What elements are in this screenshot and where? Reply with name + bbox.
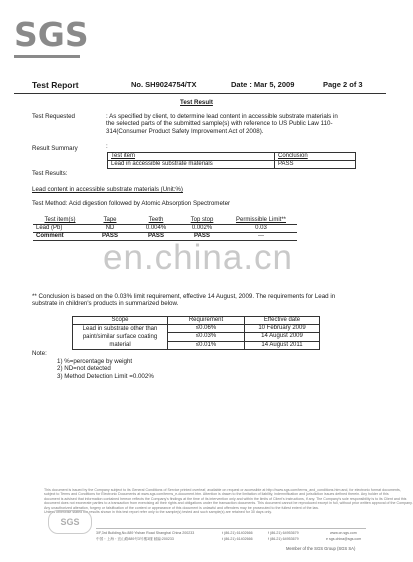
scope-table [72, 316, 320, 350]
summary-header-test-item: Test item [108, 153, 275, 161]
results-header: Top stop [190, 217, 214, 223]
test-requested-line: 314(Consumer Product Safety Improvement Act of 2008). [106, 127, 264, 135]
results-cell: 0.002% [191, 225, 213, 231]
address-en: 3/F,3rd Building,No.889 Yishan Road Shanghai China 200233 [96, 531, 195, 535]
note-item: 3) Method Detection Limit =0.002% [57, 372, 154, 380]
test-requested-line: the selected parts of the submitted sample(s) with reference to US Public Law 110- [106, 120, 333, 128]
results-header: Permissible Limit** [235, 217, 286, 223]
fax-2: f (86-21) 64953679 [268, 537, 299, 541]
results-header: Tape [103, 217, 117, 223]
fax-1: f (86-21) 64953679 [268, 531, 299, 535]
report-title: Test Report [32, 80, 79, 90]
fine-print-line: document is advised that information contained hereon reflects the Company's findings at the time of its intervention only and within the limits of Client's instructions, if any. The Company's sole responsibility is to its Client and this [44, 496, 407, 501]
summary-cell-conclusion: PASS [275, 161, 356, 169]
results-cell: ND [105, 225, 115, 231]
logo-underline [14, 55, 80, 58]
section-title: Test Result [180, 99, 213, 106]
results-header: Teeth [148, 217, 164, 223]
test-method: Test Method: Acid digestion followed by Atomic Absorption Spectrometer [32, 200, 231, 207]
results-cell: --- [258, 233, 264, 239]
fine-print-line: This document is issued by the Company subject to its General Conditions of Service printed overleaf, available on request or accessible at http://www.sgs.com/terms_and_conditions.htm and, for electronic format documents, [44, 488, 401, 492]
stamp-text: SGS [60, 517, 80, 527]
address-cn: 中国・上海・宜山路889号3号楼3楼 邮编:200233 [96, 537, 174, 541]
footer-fine-print [44, 488, 413, 515]
test-requested-line: : As specified by client, to determine lead content in accessible substrate materials in [106, 113, 338, 120]
scope-header: Requirement [168, 317, 245, 325]
results-cell: 0.004% [145, 225, 167, 231]
report-date: Date : Mar 5, 2009 [231, 80, 295, 89]
notes-list [57, 358, 154, 380]
requirement-cell: ≤0.01% [168, 341, 245, 349]
tel-2: t (86-21) 61402666 [222, 537, 253, 541]
conclusion-line: ** Conclusion is based on the 0.03% limit requirement, effective 14 August, 2009. The requirements for Lead in [32, 293, 336, 300]
logo-text: SGS [14, 15, 89, 54]
test-results-label: Test Results: [32, 170, 68, 177]
sgs-logo [14, 15, 89, 59]
note-item: 2) ND=not detected [57, 365, 111, 373]
report-number: No. SH9024754/TX [131, 80, 197, 89]
results-header: Test item(s) [44, 217, 76, 223]
conclusion-note [32, 293, 392, 308]
website: www.cn.sgs.com [330, 531, 357, 535]
results-cell: PASS [102, 233, 118, 239]
conclusion-line: substrate in children's products in summarized below. [32, 300, 179, 308]
scope-line: Lead in substrate other than [82, 326, 158, 332]
watermark: en.china.cn [103, 238, 294, 277]
company-stamp [48, 510, 92, 534]
result-summary-colon: : [106, 143, 108, 150]
result-summary-table [107, 152, 356, 169]
requirement-cell: ≤0.03% [168, 333, 245, 341]
summary-header-conclusion: Conclusion [275, 153, 356, 161]
test-requested-label: Test Requested [32, 113, 75, 120]
test-requested-text [106, 113, 396, 135]
scope-line: paint/similar surface coating [82, 334, 158, 340]
note-item: 1) %=percentage by weight [57, 358, 133, 365]
notes-label: Note: [32, 350, 47, 357]
lead-content-title: Lead content in accessible substrate materials (Unit:%) [32, 186, 183, 193]
scope-header: Scope [73, 317, 168, 325]
header-rule [14, 93, 386, 94]
results-cell: Lead (Pb) [36, 225, 63, 231]
fine-print-line: subject to Terms and Conditions for Electronic Documents at www.sgs.com/terms_e-document.htm. Attention is drawn to the limitation of liability, indemnification and jurisdiction issues defined therein. Any holder of this [44, 492, 389, 497]
page-number: Page 2 of 3 [323, 80, 363, 89]
scope-line: material [109, 342, 131, 348]
footer-rule [96, 528, 366, 529]
email: e sgs.china@sgs.com [326, 537, 362, 541]
fine-print-line: Unless otherwise stated the results shown in this test report refer only to the sample(s) tested and such sample(s) are retained for 30 days only. [44, 510, 272, 515]
effective-date-cell: 14 August 2009 [245, 333, 320, 341]
requirement-cell: ≤0.06% [168, 325, 245, 333]
results-cell: PASS [148, 233, 164, 239]
scope-header: Effective date [245, 317, 320, 325]
fine-print-line: Any unauthorized alteration, forgery or falsification of the content or appearance of this document is unlawful and offenders may be prosecuted to the fullest extent of the law. [44, 505, 319, 510]
results-cell: Comment [36, 233, 64, 239]
summary-cell-item: Lead in accessible substrate materials [108, 161, 275, 169]
effective-date-cell: 14 August 2011 [245, 341, 320, 349]
scope-cell [73, 325, 168, 350]
member-line: Member of the SGS Group (SGS SA) [286, 546, 356, 551]
results-cell: PASS [194, 233, 210, 239]
effective-date-cell: 10 February 2009 [245, 325, 320, 333]
fine-print-line: document does not exonerate parties to a transaction from exercising all their rights and obligations under the transaction documents. This document cannot be reproduced except in full, without prior written approval of the Company. [44, 501, 413, 506]
results-cell: 0.03 [255, 225, 267, 231]
result-summary-label: Result Summary [32, 145, 78, 152]
tel-1: t (86-21) 61402666 [222, 531, 253, 535]
